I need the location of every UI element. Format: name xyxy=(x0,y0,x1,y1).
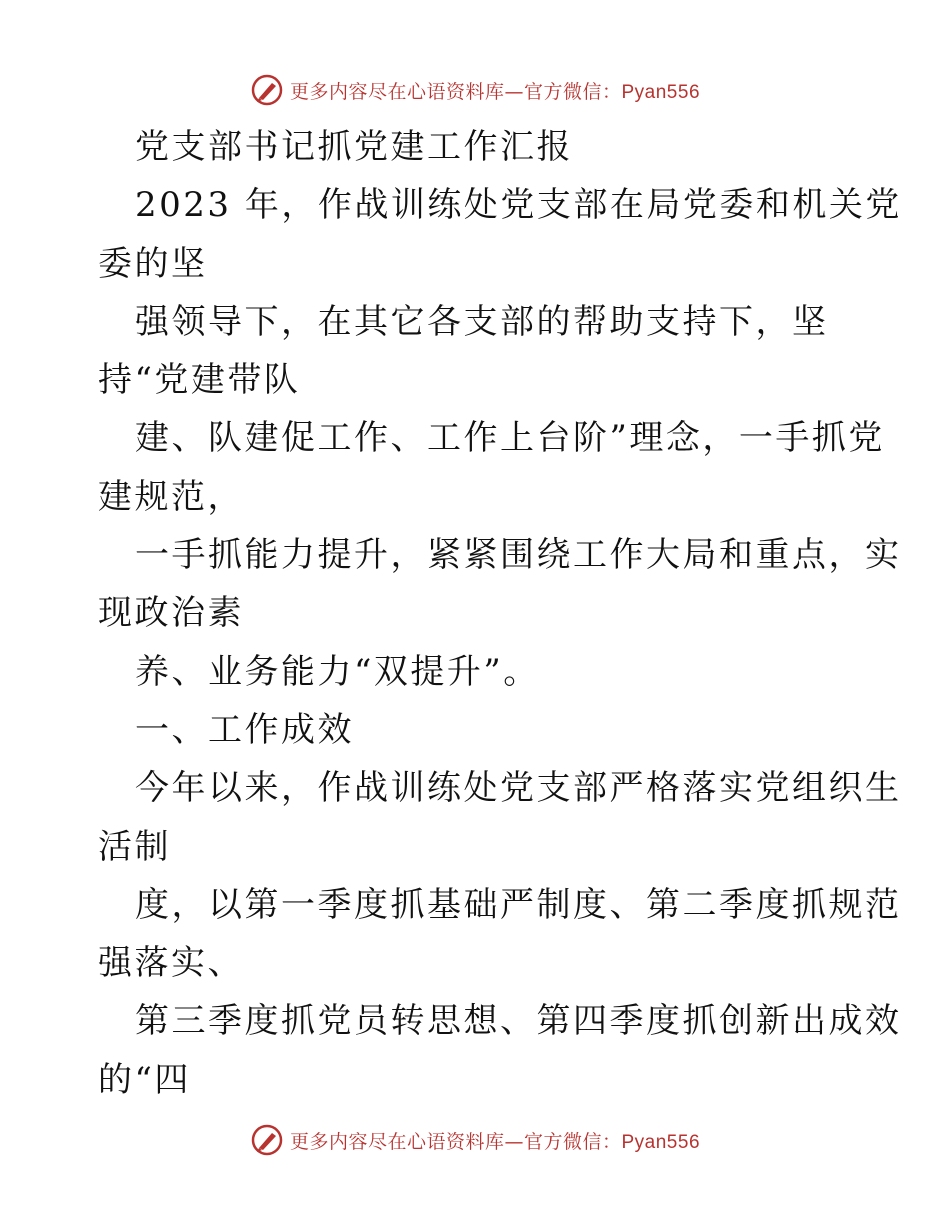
footer-wechat-id: Pyan556 xyxy=(621,1131,701,1153)
pen-logo-icon xyxy=(250,1123,284,1157)
document-body xyxy=(98,118,902,1109)
header-banner xyxy=(0,70,950,110)
document-line: 现政治素 xyxy=(98,593,244,634)
document-line: 度，以第一季度抓基础严制度、第二季度抓规范 xyxy=(135,884,902,925)
document-line: 今年以来，作战训练处党支部严格落实党组织生 xyxy=(135,768,902,809)
document-line: 第三季度抓党员转思想、第四季度抓创新出成效 xyxy=(135,1001,902,1042)
document-line: 的“四 xyxy=(98,1059,191,1100)
document-line: 养、业务能力“双提升”。 xyxy=(135,651,540,692)
document-line: 2023 年，作战训练处党支部在局党委和机关党 xyxy=(135,185,902,226)
document-line: 一手抓能力提升，紧紧围绕工作大局和重点，实 xyxy=(135,535,902,576)
document-line: 活制 xyxy=(98,826,171,867)
document-line: 委的坚 xyxy=(98,243,208,284)
document-line: 一、工作成效 xyxy=(135,709,354,750)
footer-banner-text: 更多内容尽在心语资料库—官方微信：Pyan556 xyxy=(289,1130,701,1153)
header-wechat-id: Pyan556 xyxy=(621,81,701,103)
document-line: 强落实、 xyxy=(98,943,244,984)
header-banner-text: 更多内容尽在心语资料库—官方微信：Pyan556 xyxy=(289,80,701,103)
document-line: 持“党建带队 xyxy=(98,360,301,401)
document-line: 党支部书记抓党建工作汇报 xyxy=(135,127,573,167)
document-line: 建、队建促工作、工作上台阶”理念，一手抓党 xyxy=(135,418,885,459)
footer-banner xyxy=(0,1120,950,1160)
document-line: 强领导下，在其它各支部的帮助支持下，坚 xyxy=(135,301,829,342)
document-line: 建规范， xyxy=(98,476,244,517)
pen-logo-icon xyxy=(250,73,284,107)
